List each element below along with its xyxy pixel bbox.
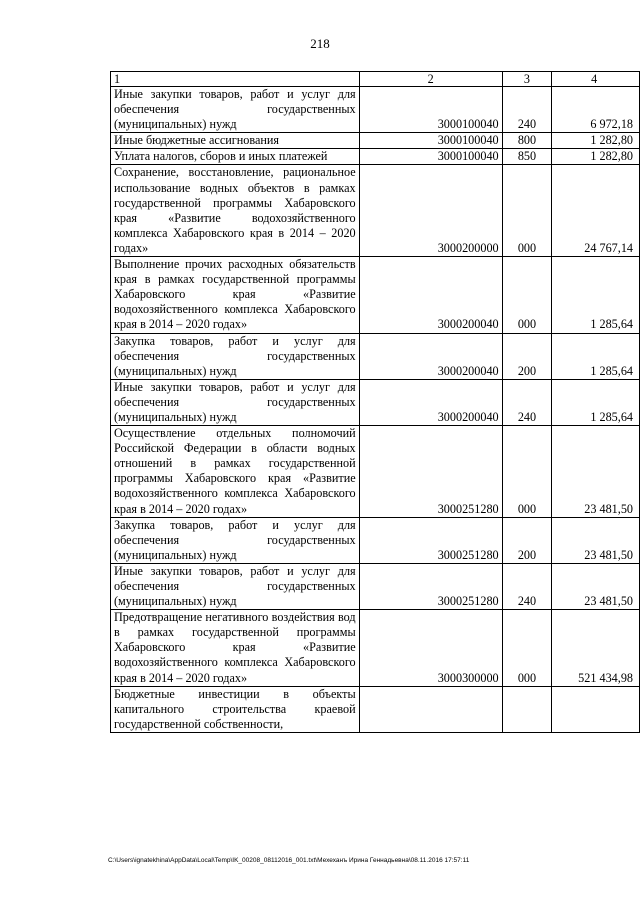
- row-code-cell: 3000300000: [359, 610, 502, 686]
- row-name-cell: Иные закупки товаров, работ и услуг для обеспечения государственных (муниципальных) нужд: [111, 379, 360, 425]
- table-header-row: [111, 72, 640, 87]
- row-name-cell: Осуществление отдельных полномочий Российской Федерации в области водных отношений в рамках государственной программы Хабаровского края «Развитие водохозяйственного комплекса Хабаровского края в 2014 – 2020 годах»: [111, 426, 360, 518]
- table-row: [111, 686, 640, 732]
- row-code-cell: [359, 686, 502, 732]
- row-type-cell: 850: [502, 149, 552, 165]
- row-name-cell: Бюджетные инвестиции в объекты капитального строительства краевой государственной собственности,: [111, 686, 360, 732]
- row-code-cell: 3000251280: [359, 517, 502, 563]
- row-amount-cell: 23 481,50: [552, 563, 640, 609]
- row-type-cell: 240: [502, 87, 552, 133]
- row-code-cell: 3000200040: [359, 257, 502, 333]
- row-code-cell: 3000100040: [359, 87, 502, 133]
- row-amount-cell: 1 282,80: [552, 149, 640, 165]
- row-amount-cell: 23 481,50: [552, 517, 640, 563]
- row-type-cell: 000: [502, 165, 552, 257]
- row-amount-cell: 1 285,64: [552, 333, 640, 379]
- row-type-cell: 240: [502, 563, 552, 609]
- header-col-3: 3: [502, 72, 552, 87]
- row-name-cell: Выполнение прочих расходных обязательств края в рамках государственной программы Хабаровского края «Развитие водохозяйственного комплекса Хабаровского края в 2014 – 2020 годах»: [111, 257, 360, 333]
- table-row: [111, 426, 640, 518]
- file-path-footer: C:\Users\ignatekhina\AppData\Local\Temp\IK_00208_08112016_001.txt\Мехеханъ Ирина Геннадьевна\08.11.2016 17:57:11: [108, 857, 470, 864]
- row-code-cell: 3000200040: [359, 333, 502, 379]
- row-code-cell: 3000251280: [359, 426, 502, 518]
- row-name-cell: Иные бюджетные ассигнования: [111, 133, 360, 149]
- row-type-cell: 000: [502, 257, 552, 333]
- table-row: [111, 133, 640, 149]
- budget-table: [110, 71, 640, 733]
- row-amount-cell: 1 285,64: [552, 257, 640, 333]
- row-type-cell: 240: [502, 379, 552, 425]
- table-row: [111, 517, 640, 563]
- row-name-cell: Закупка товаров, работ и услуг для обеспечения государственных (муниципальных) нужд: [111, 333, 360, 379]
- table-row: [111, 165, 640, 257]
- row-type-cell: 200: [502, 333, 552, 379]
- row-name-cell: Сохранение, восстановление, рациональное использование водных объектов в рамках государственной программы Хабаровского края «Развитие водохозяйственного комплекса Хабаровского края в 2014 – 2020 годах»: [111, 165, 360, 257]
- row-code-cell: 3000200040: [359, 379, 502, 425]
- row-type-cell: 000: [502, 610, 552, 686]
- row-type-cell: [502, 686, 552, 732]
- table-row: [111, 610, 640, 686]
- header-col-2: 2: [359, 72, 502, 87]
- row-name-cell: Иные закупки товаров, работ и услуг для обеспечения государственных (муниципальных) нужд: [111, 87, 360, 133]
- row-amount-cell: 1 285,64: [552, 379, 640, 425]
- row-amount-cell: 24 767,14: [552, 165, 640, 257]
- table-row: [111, 333, 640, 379]
- row-amount-cell: 521 434,98: [552, 610, 640, 686]
- row-name-cell: Предотвращение негативного воздействия вод в рамках государственной программы Хабаровского края «Развитие водохозяйственного комплекса Хабаровского края в 2014 – 2020 годах»: [111, 610, 360, 686]
- row-amount-cell: [552, 686, 640, 732]
- header-col-1: 1: [111, 72, 360, 87]
- row-type-cell: 000: [502, 426, 552, 518]
- row-name-cell: Иные закупки товаров, работ и услуг для обеспечения государственных (муниципальных) нужд: [111, 563, 360, 609]
- header-col-4: 4: [552, 72, 640, 87]
- row-amount-cell: 23 481,50: [552, 426, 640, 518]
- row-code-cell: 3000100040: [359, 133, 502, 149]
- row-type-cell: 800: [502, 133, 552, 149]
- row-amount-cell: 1 282,80: [552, 133, 640, 149]
- table-row: [111, 149, 640, 165]
- row-type-cell: 200: [502, 517, 552, 563]
- table-row: [111, 563, 640, 609]
- row-code-cell: 3000200000: [359, 165, 502, 257]
- row-name-cell: Уплата налогов, сборов и иных платежей: [111, 149, 360, 165]
- row-amount-cell: 6 972,18: [552, 87, 640, 133]
- table-row: [111, 87, 640, 133]
- row-code-cell: 3000100040: [359, 149, 502, 165]
- row-code-cell: 3000251280: [359, 563, 502, 609]
- table-row: [111, 379, 640, 425]
- page-number: 218: [310, 36, 330, 51]
- row-name-cell: Закупка товаров, работ и услуг для обеспечения государственных (муниципальных) нужд: [111, 517, 360, 563]
- table-row: [111, 257, 640, 333]
